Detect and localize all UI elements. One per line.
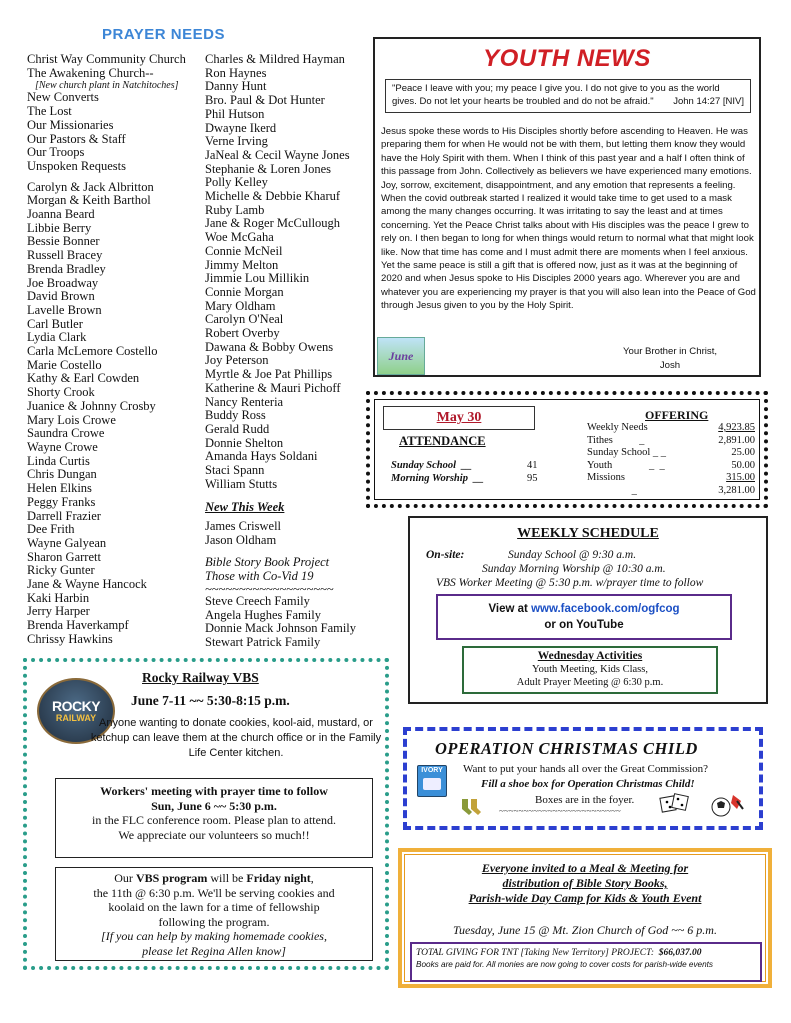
prayer-name: Michelle & Debbie Kharuf [205, 189, 341, 204]
prayer-name: Danny Hunt [205, 79, 267, 94]
prayer-name: The Awakening Church-- [27, 65, 154, 80]
vbs-program-line-1: Our VBS program will be Friday night, [114, 871, 314, 885]
vbs-donation-note: Anyone wanting to donate cookies, kool-aid, mustard, or ketchup can leave them at the church office or in the Family Life Center kitchen. [90, 717, 382, 759]
prayer-name: Joy Peterson [205, 353, 269, 368]
prayer-name: Steve Creech Family [205, 593, 310, 608]
prayer-name: Woe McGaha [205, 230, 274, 245]
prayer-name: Bessie Bonner [27, 234, 100, 249]
schedule-morning-worship: Sunday Morning Worship @ 10:30 a.m. [482, 563, 666, 575]
ivory-label: IVORY [421, 767, 443, 774]
new-this-week-title: New This Week [205, 500, 285, 514]
quote-text: "Peace I leave with you; my peace I give you. I do not give to you as the world gives. Do not let your hearts be troubled and do not be afraid." [392, 83, 720, 107]
offering-label: Tithes _ [587, 434, 645, 446]
prayer-list-column-1 [27, 53, 186, 647]
attendance-offering-box [366, 391, 768, 508]
prayer-name: Buddy Ross [205, 408, 266, 423]
prayer-name: Linda Curtis [27, 453, 90, 468]
bible-project-title-2: Those with Co-Vid 19 [205, 569, 314, 584]
new-this-week-section [205, 500, 356, 650]
prayer-name: Our Pastors & Staff [27, 131, 126, 146]
signoff [623, 345, 717, 373]
workers-meeting-box [55, 778, 373, 858]
prayer-name: Brenda Haverkampf [27, 618, 129, 633]
prayer-name: Darrell Frazier [27, 508, 101, 523]
prayer-name: Myrtle & Joe Pat Phillips [205, 367, 333, 382]
offering-label: Weekly Needs [587, 422, 648, 433]
quote-reference: John 14:27 [NIV] [673, 96, 744, 107]
prayer-name: Carolyn & Jack Albritton [27, 179, 154, 194]
prayer-needs-heading: PRAYER NEEDS [102, 26, 225, 43]
tnt-box [410, 942, 762, 982]
workers-meeting-title: Workers' meeting with prayer time to follow [100, 784, 328, 798]
prayer-name: Helen Elkins [27, 481, 92, 496]
prayer-name: Carla McLemore Costello [27, 344, 158, 359]
prayer-name: Our Missionaries [27, 117, 114, 132]
youtube-label: or on YouTube [544, 619, 624, 631]
prayer-name: Dee Frith [27, 522, 75, 537]
youth-body: Jesus spoke these words to His Disciples shortly before ascending to Heaven. He was preparing them for when He would not be with them, but letting them know they would have the Holy Spirit with them. When I think of this past year and a half I often think of this passage from John. Collectively as believers we have experienced many emotions. Joy, sorrow, excitement, disappointment, and any emotion that represents a feeling. When the covid outbreak started I realized it would take time to get used to a mask among the many changes occurring. It was irritating to say the least and at times concerning. Yet the Peace Christ talks about with His disciples was the peace I grew to rely on. I then began to long for when things would return to normal what that might look like. Now that time has come and I must admit there are moments when I feel anxious. Yet the same peace is still a gift that is offered now, just as it was at the beginning of 2020 and when Jesus spoke to His Disciples 2000 years ago. Wherever you are and whatever you are experiencing my prayer is that you will also lean into the Peace of God through Jesus given to you by the Holy Spirit. [381, 126, 756, 312]
meal-when: Tuesday, June 15 @ Mt. Zion Church of God ~~ 6 p.m. [453, 923, 717, 937]
wednesday-activities-box [462, 646, 718, 694]
prayer-name: Donnie Mack Johnson Family [205, 621, 357, 636]
vbs-box [23, 658, 389, 970]
logo-line-2: RAILWAY [55, 712, 97, 723]
prayer-name: Russell Bracey [27, 248, 103, 263]
prayer-name: James Criswell [205, 519, 282, 533]
meal-heading: Everyone invited to a Meal & Meeting for distribution of Bible Story Books, Parish-wide Day Camp for Kids & Youth Event [468, 861, 702, 905]
prayer-name: Mary Lois Crowe [27, 412, 116, 427]
prayer-name: Verne Irving [205, 134, 268, 149]
prayer-name: Carolyn O'Neal [205, 312, 284, 327]
wednesday-title: Wednesday Activities [537, 650, 643, 662]
prayer-name: Morgan & Keith Barthol [27, 193, 151, 208]
socks-icon [459, 797, 483, 822]
prayer-name: Jerry Harper [27, 604, 90, 619]
prayer-name: Ricky Gunter [27, 563, 95, 578]
prayer-name: Gerald Rudd [205, 421, 270, 436]
weekly-schedule-title: WEEKLY SCHEDULE [517, 526, 659, 541]
prayer-name: Jane & Roger McCullough [205, 216, 341, 231]
prayer-name: Amanda Hays Soldani [205, 449, 318, 464]
ball-toy-icon [709, 791, 749, 824]
prayer-name: Jane & Wayne Hancock [27, 577, 147, 592]
prayer-name: Unspoken Requests [27, 158, 126, 173]
prayer-list-column-2 [205, 53, 350, 492]
wednesday-line-1: Youth Meeting, Kids Class, [532, 664, 648, 675]
attendance-title: ATTENDANCE [399, 434, 486, 448]
facebook-link[interactable]: www.facebook.com/ogfcog [531, 603, 680, 615]
vbs-program-line-4: following the program. [158, 914, 270, 929]
offering-row [587, 472, 765, 485]
youth-quote [385, 79, 751, 113]
offering-value: 50.00 [731, 459, 755, 471]
prayer-name: Katherine & Mauri Pichoff [205, 380, 341, 395]
divider: ~~~~~~~~~~~~~~~~~~~ [205, 581, 334, 596]
prayer-name: Donnie Shelton [205, 435, 284, 450]
prayer-name: The Lost [27, 104, 72, 119]
occ-squiggle: ~~~~~~~~~~~~~~~~~~~~~~~~~ [499, 806, 621, 816]
attendance-value-morning-worship: 95 [527, 473, 538, 484]
prayer-name: Ron Haynes [205, 65, 267, 80]
meal-meeting-box [398, 848, 772, 988]
prayer-name: Lydia Clark [27, 330, 87, 345]
vbs-program-box [55, 867, 373, 961]
facebook-box [436, 594, 732, 640]
prayer-name: Shorty Crook [27, 385, 95, 400]
wednesday-line-2: Adult Prayer Meeting @ 6:30 p.m. [516, 677, 664, 688]
prayer-name: David Brown [27, 289, 95, 304]
prayer-name: Phil Hutson [205, 106, 265, 121]
prayer-name: Polly Kelley [205, 175, 268, 190]
prayer-name: Connie McNeil [205, 243, 283, 258]
june-image [377, 337, 425, 375]
prayer-name: Ruby Lamb [205, 202, 265, 217]
prayer-name: Jason Oldham [205, 532, 277, 547]
prayer-name: Charles & Mildred Hayman [205, 52, 345, 66]
vbs-program-line-5: [If you can help by making homemade cookies, [101, 929, 327, 943]
june-label: June [388, 348, 414, 363]
occ-line-1: Want to put your hands all over the Great Commission? [463, 763, 709, 775]
offering-row [587, 460, 765, 473]
vbs-date: June 7-11 ~~ 5:30-8:15 p.m. [131, 693, 290, 708]
onsite-label: On-site: [426, 549, 465, 561]
offering-value: 315.00 [726, 472, 755, 483]
prayer-name: Brenda Bradley [27, 261, 106, 276]
prayer-name: Stephanie & Loren Jones [205, 161, 332, 176]
prayer-name: Chrissy Hawkins [27, 631, 113, 646]
prayer-name: Staci Spann [205, 463, 265, 478]
prayer-name: Kaki Harbin [27, 590, 90, 605]
prayer-name: Wayne Galyean [27, 535, 107, 550]
attendance-date: May 30 [383, 406, 535, 430]
offering-row [587, 485, 765, 498]
prayer-name: Jimmie Lou Millikin [205, 271, 310, 286]
offering-row [587, 422, 765, 435]
prayer-name: Connie Morgan [205, 284, 284, 299]
prayer-name: Kathy & Earl Cowden [27, 371, 140, 386]
occ-line-2: Fill a shoe box for Operation Christmas Child! [481, 778, 695, 790]
offering-row [587, 435, 765, 448]
attendance-row-morning-worship: Morning Worship __ [391, 473, 484, 484]
prayer-name: Mary Oldham [205, 298, 276, 313]
weekly-schedule-box [408, 516, 768, 704]
prayer-name: Robert Overby [205, 326, 280, 341]
offering-row [587, 447, 765, 460]
prayer-name: Carl Butler [27, 316, 83, 331]
schedule-sunday-school: Sunday School @ 9:30 a.m. [508, 549, 637, 561]
offering-value: 25.00 [731, 447, 755, 458]
occ-line-3: Boxes are in the foyer. [535, 794, 635, 806]
prayer-name: Wayne Crowe [27, 439, 98, 454]
prayer-name: Chris Dungan [27, 467, 97, 482]
logo-line-1: ROCKY [51, 697, 101, 714]
offering-label: Missions [587, 472, 625, 483]
tnt-note: Books are paid for. All monies are now going to cover costs for parish-wide events [416, 960, 714, 969]
prayer-name: Libbie Berry [27, 220, 92, 235]
attendance-value-sunday-school: 41 [527, 460, 538, 471]
covid-families-list [205, 595, 356, 650]
prayer-name: Lavelle Brown [27, 302, 102, 317]
workers-meeting-date: Sun, June 6 ~~ 5:30 p.m. [151, 798, 277, 813]
prayer-name: [New church plant in Natchitoches] [35, 80, 179, 92]
tnt-label: TOTAL GIVING FOR TNT [Taking New Territory] PROJECT: [416, 948, 654, 958]
prayer-name: Christ Way Community Church [27, 52, 186, 66]
ivory-soap-icon [417, 765, 447, 797]
prayer-name: Angela Hughes Family [205, 607, 321, 622]
signer: Josh [659, 360, 681, 371]
attendance-row-sunday-school: Sunday School __ [391, 460, 472, 471]
prayer-name: Dwayne Ikerd [205, 120, 277, 135]
operation-christmas-child-box [403, 727, 763, 830]
prayer-name: Jimmy Melton [205, 257, 279, 272]
vbs-program-line-3: koolaid on the lawn for a time of fellowship [108, 900, 320, 914]
prayer-name: Marie Costello [27, 357, 102, 372]
prayer-name: Saundra Crowe [27, 426, 105, 441]
bible-project-title-1: Bible Story Book Project [205, 555, 330, 570]
new-this-week-list [205, 520, 356, 547]
prayer-name: Joanna Beard [27, 207, 95, 222]
offering-label: Youth _ _ [587, 459, 665, 471]
offering-value: 4,923.85 [718, 422, 755, 433]
offering-value: 3,281.00 [718, 484, 755, 496]
prayer-name: Bro. Paul & Dot Hunter [205, 93, 325, 108]
prayer-name: New Converts [27, 90, 99, 105]
vbs-program-line-2: the 11th @ 6:30 p.m. We'll be serving cookies and [93, 885, 335, 900]
prayer-name: William Stutts [205, 476, 278, 491]
prayer-name: Sharon Garrett [27, 549, 101, 564]
schedule-vbs-worker-meeting: VBS Worker Meeting @ 5:30 p.m. w/prayer time to follow [436, 577, 704, 589]
occ-title: OPERATION CHRISTMAS CHILD [435, 739, 698, 758]
signoff-line: Your Brother in Christ, [623, 346, 718, 357]
offering-label: Sunday School _ _ [587, 447, 667, 458]
view-at-label: View at [488, 603, 532, 615]
prayer-name: Our Troops [27, 145, 85, 160]
offering-value: 2,891.00 [718, 434, 755, 446]
dice-icon [659, 791, 691, 824]
prayer-name: Stewart Patrick Family [205, 634, 321, 649]
offering-title: OFFERING [645, 408, 709, 422]
vbs-title: Rocky Railway VBS [142, 670, 259, 685]
prayer-name: Joe Broadway [27, 275, 99, 290]
tnt-value: $66,037.00 [658, 948, 702, 958]
prayer-name: Peggy Franks [27, 494, 96, 509]
workers-meeting-line-2: We appreciate our volunteers so much!! [118, 827, 310, 842]
vbs-program-line-6: please let Regina Allen know] [142, 943, 286, 958]
offering-label: _ [587, 484, 637, 496]
prayer-name: Juanice & Johnny Crosby [27, 398, 156, 413]
prayer-name: Dawana & Bobby Owens [205, 339, 334, 354]
youth-news-title: YOUTH NEWS [483, 45, 651, 72]
youth-news-box [373, 37, 761, 377]
prayer-name: JaNeal & Cecil Wayne Jones [205, 147, 350, 162]
workers-meeting-line-1: in the FLC conference room. Please plan to attend. [92, 813, 336, 827]
prayer-name: Nancy Renteria [205, 394, 284, 409]
